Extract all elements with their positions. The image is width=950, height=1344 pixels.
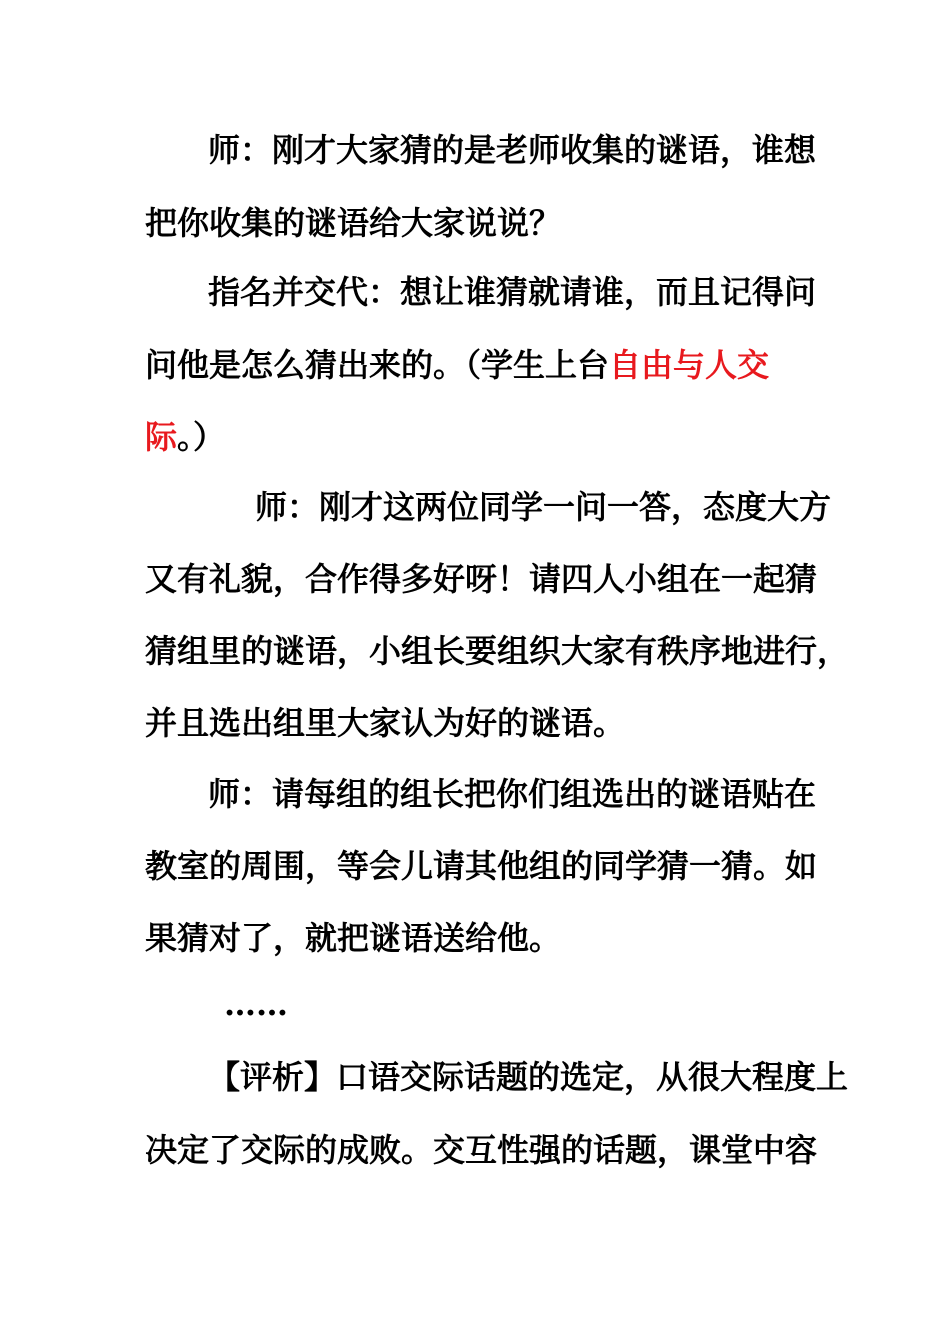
ellipsis: …… [224,985,288,1023]
highlighted-text: 际 [145,418,178,456]
text-line: 师：刚才这两位同学一问一答，态度大方 [255,488,832,526]
text-line [145,345,769,385]
text-line: 把你收集的谜语给大家说说？ [145,204,562,242]
text-line: 教室的周围，等会儿请其他组的同学猜一猜。如 [145,847,818,885]
text-line: 指名并交代：想让谁猜就请谁，而且记得问 [208,273,817,311]
text-line: 师：刚才大家猜的是老师收集的谜语，谁想 [208,131,817,169]
text-line: 猜组里的谜语，小组长要组织大家有秩序地进行， [145,632,850,670]
text-line: 【评析】口语交际话题的选定，从很大程度上 [208,1058,849,1096]
highlighted-text: 自由与人交 [609,346,770,384]
text-line: 果猜对了，就把谜语送给他。 [145,919,562,957]
text-segment: 问他是怎么猜出来的。（学生上台 [145,346,610,384]
text-line: 又有礼貌，合作得多好呀！请四人小组在一起猜 [145,560,818,598]
text-line: 师：请每组的组长把你们组选出的谜语贴在 [208,775,817,813]
text-line [145,417,225,457]
text-line: 决定了交际的成败。交互性强的话题，课堂中容 [145,1131,818,1169]
text-segment: 。） [177,418,226,456]
text-line: 并且选出组里大家认为好的谜语。 [145,704,626,742]
